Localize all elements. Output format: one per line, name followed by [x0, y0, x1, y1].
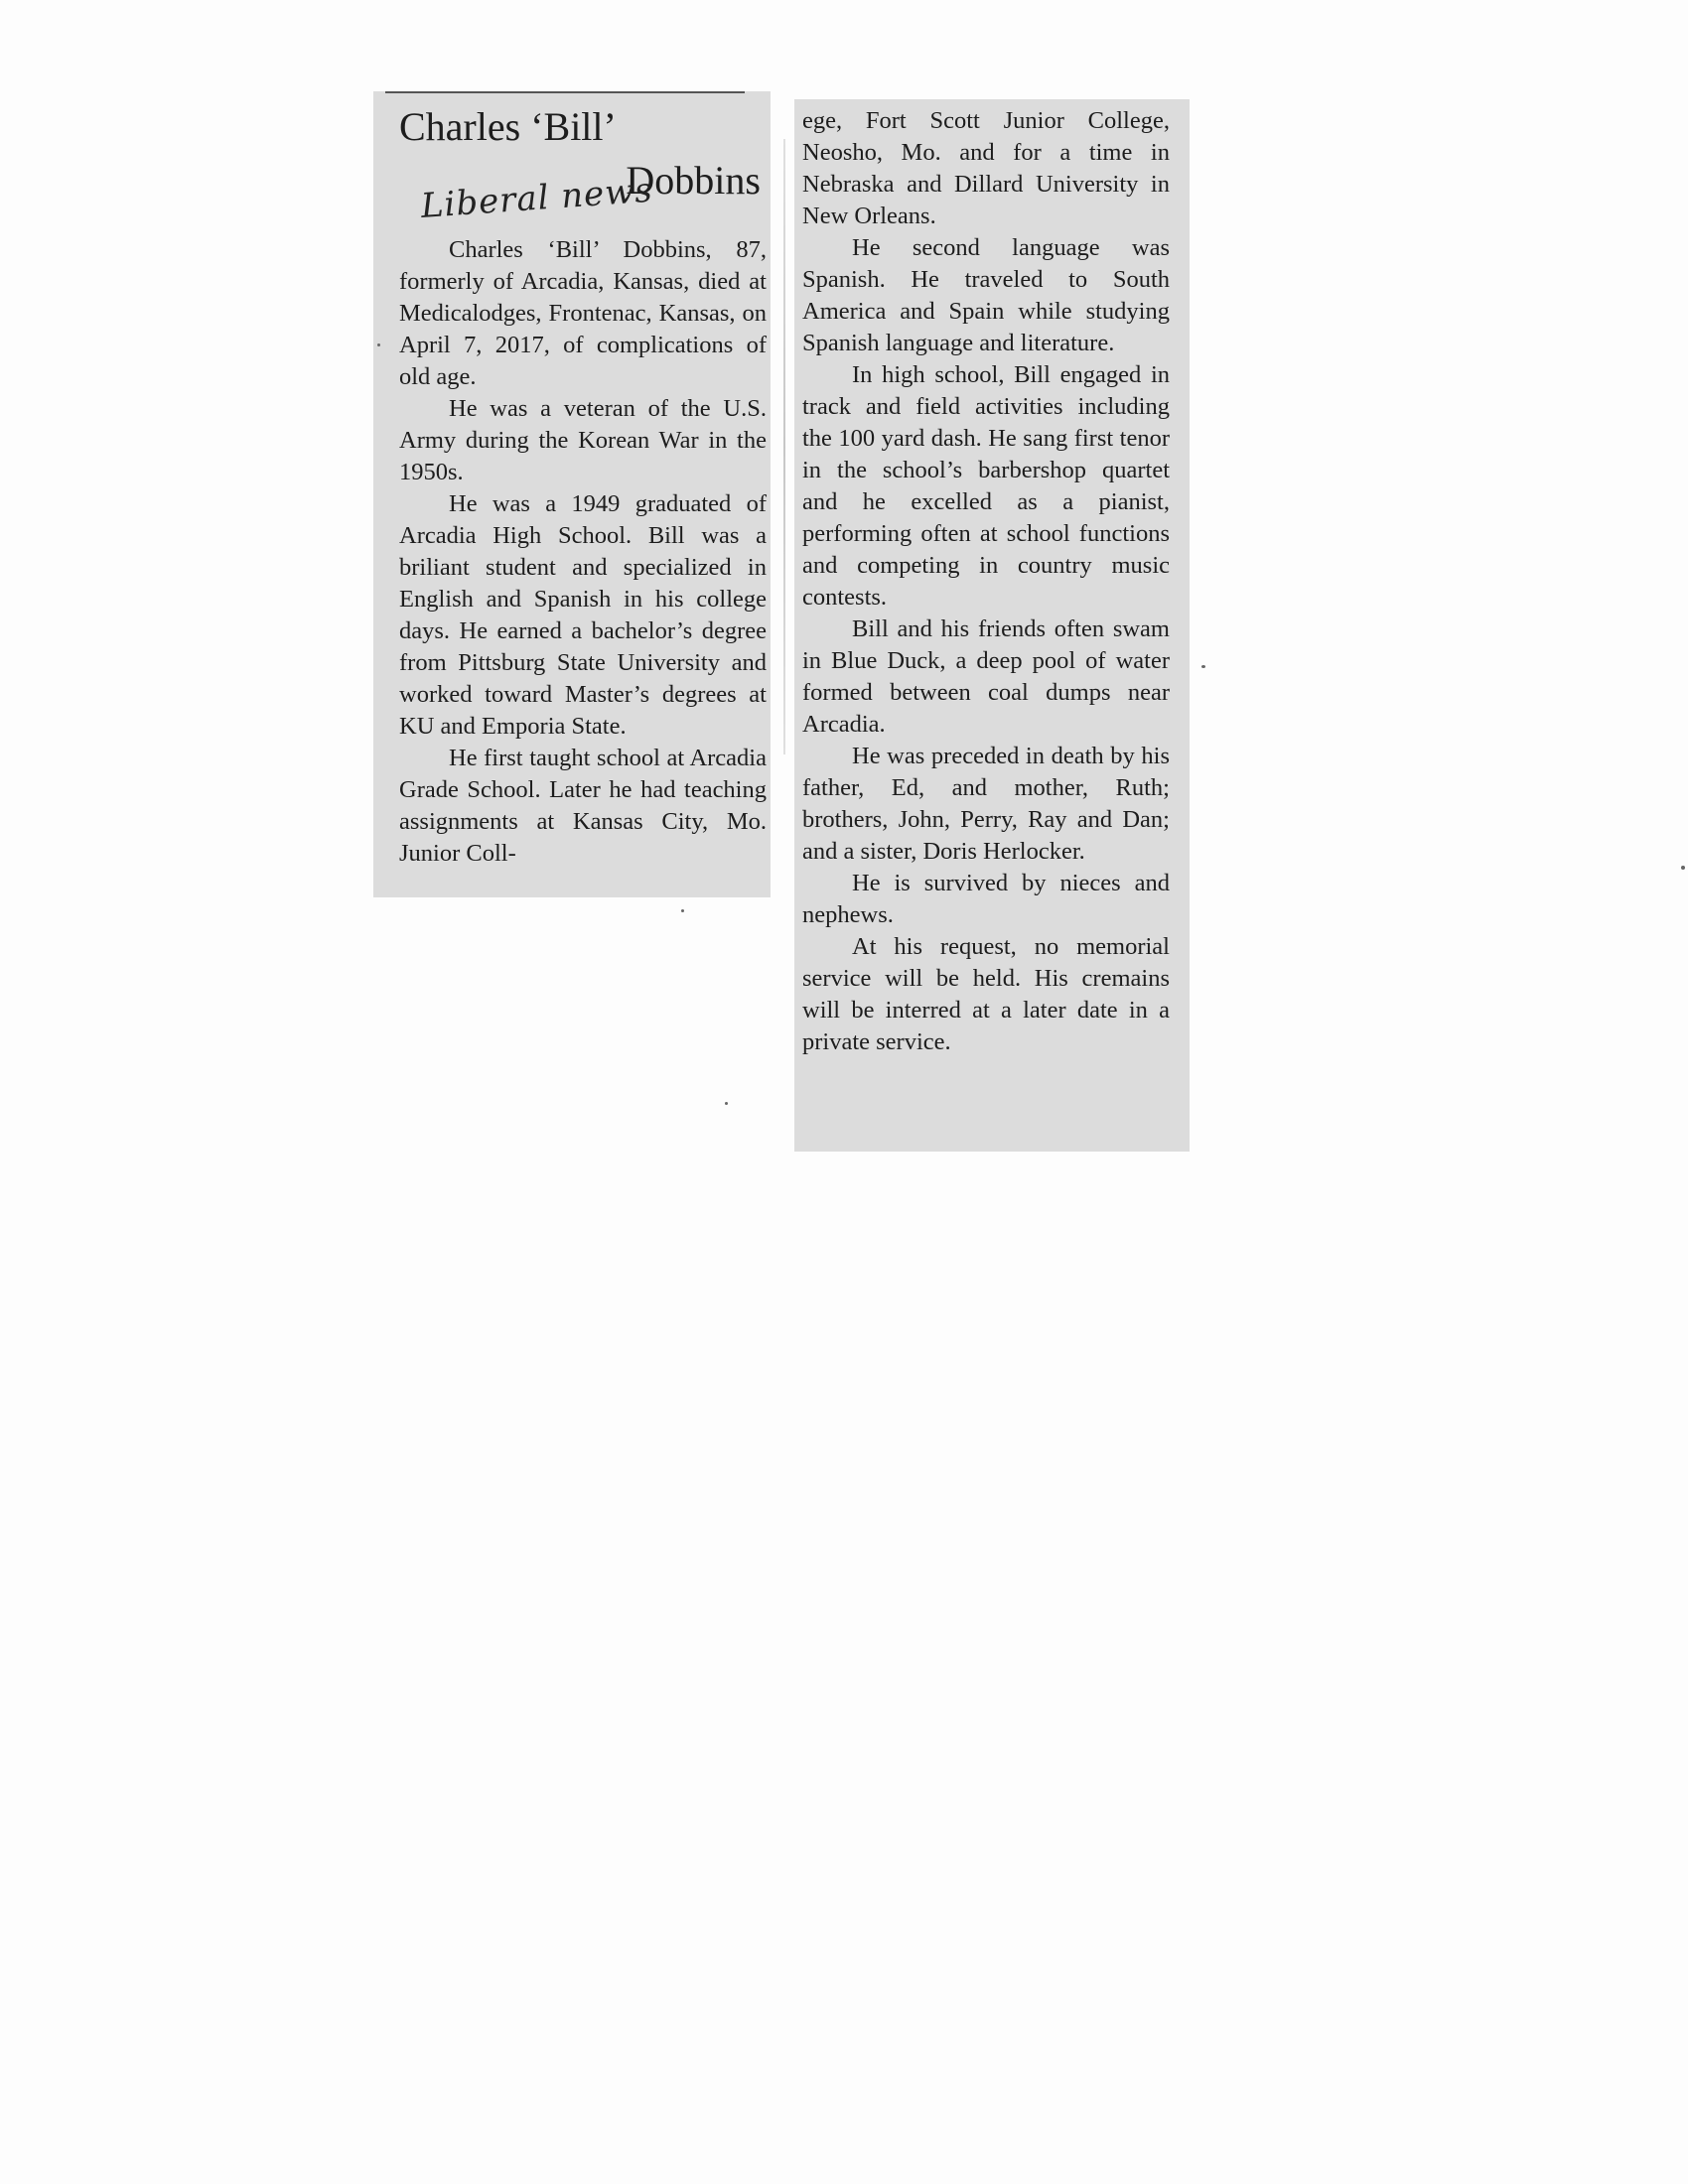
- paragraph: Charles ‘Bill’ Dobbins, 87, formerly of Arcadia, Kansas, died at Medicalodges, Frontenac, Kansas, on April 7, 2017, of complications of old age.: [399, 236, 767, 390]
- obituary-right-column: [802, 105, 1170, 1058]
- column-divider: [783, 139, 785, 754]
- paragraph: In high school, Bill engaged in track and field activities including the 100 yard dash. He sang first tenor in the school’s barbershop quartet and he excelled as a pianist, performing often at school functions and competing in country music contests.: [802, 361, 1170, 611]
- paragraph: He was a veteran of the U.S. Army during the Korean War in the 1950s.: [399, 395, 767, 485]
- paragraph: He is survived by nieces and nephews.: [802, 870, 1170, 928]
- scan-speck: [377, 343, 380, 346]
- top-rule: [385, 91, 745, 93]
- paragraph: At his request, no memorial service will be held. His cremains will be interred at a later date in a private service.: [802, 933, 1170, 1055]
- scan-speck: [725, 1102, 728, 1105]
- obituary-title-line2: Dobbins: [626, 158, 761, 203]
- scan-speck: [1201, 665, 1205, 668]
- obituary-title-line1: Charles ‘Bill’: [399, 104, 617, 149]
- paragraph-continued: ege, Fort Scott Junior College, Neosho, Mo. and for a time in Nebraska and Dillard University in New Orleans.: [802, 107, 1170, 229]
- obituary-left-column: [399, 234, 767, 870]
- handwritten-source-note: Liberal news: [419, 170, 654, 226]
- paragraph: Bill and his friends often swam in Blue Duck, a deep pool of water formed between coal dumps near Arcadia.: [802, 615, 1170, 738]
- paragraph: He was a 1949 graduated of Arcadia High School. Bill was a briliant student and specialized in English and Spanish in his college days. He earned a bachelor’s degree from Pittsburg State University and worked toward Master’s degrees at KU and Emporia State.: [399, 490, 767, 740]
- paragraph: He second language was Spanish. He traveled to South America and Spain while studying Spanish language and literature.: [802, 234, 1170, 356]
- scan-speck: [1681, 866, 1685, 870]
- scan-speck: [681, 909, 684, 912]
- paragraph: He first taught school at Arcadia Grade School. Later he had teaching assignments at Kansas City, Mo. Junior Coll-: [399, 745, 767, 867]
- paragraph: He was preceded in death by his father, Ed, and mother, Ruth; brothers, John, Perry, Ray and Dan; and a sister, Doris Herlocker.: [802, 743, 1170, 865]
